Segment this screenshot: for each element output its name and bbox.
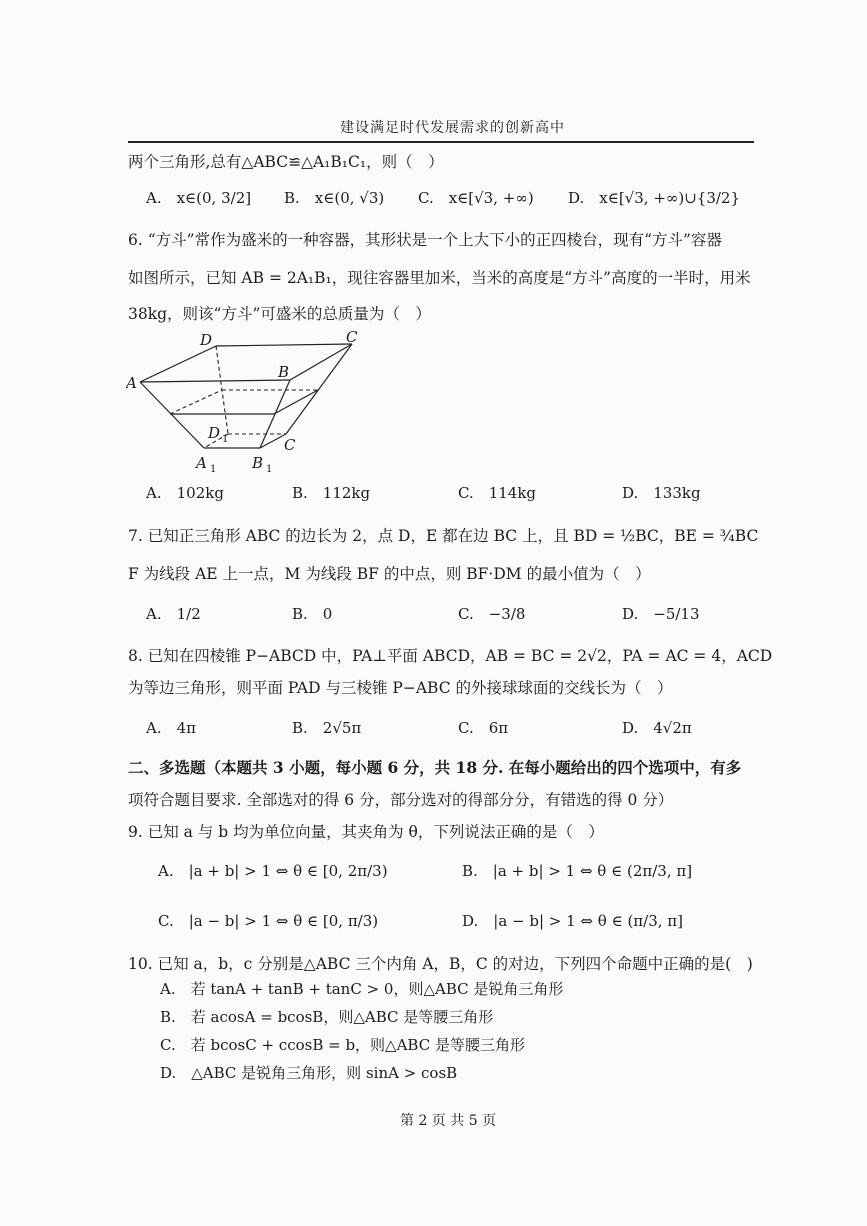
q8-line-1: 8. 已知在四棱锥 P−ABCD 中，PA⊥平面 ABCD，AB = BC = 2√2，PA = AC = 4，ACD [128,647,773,665]
q10-option-b: B. 若 acosA = bcosB，则△ABC 是等腰三角形 [160,1008,494,1026]
q8-option-d: D. 4√2π [622,719,692,737]
sub-a1: 1 [210,464,217,475]
q8-option-a: A. 4π [146,719,197,737]
label-b1: B [252,454,264,472]
q5-option-a: A. x∈(0, 3/2] [146,189,252,207]
q8-line-2: 为等边三角形，则平面 PAD 与三棱锥 P−ABC 的外接球球面的交线长为（ ） [128,679,673,697]
section-2-heading-line-1: 二、多选题（本题共 3 小题，每小题 6 分，共 18 分. 在每小题给出的四个选项中，有多 [128,758,742,777]
sub-d1: 1 [222,434,229,445]
q6-line-3: 38kg，则该“方斗”可盛米的总质量为（ ） [128,305,431,323]
q9-option-b: B. |a + b| > 1 ⇔ θ ∈ (2π/3, π] [462,862,693,880]
q6-option-b: B. 112kg [292,484,371,502]
q7-line-1: 7. 已知正三角形 ABC 的边长为 2，点 D，E 都在边 BC 上，且 BD = ½BC，BE = ¾BC [128,527,759,545]
sub-b1: 1 [266,464,273,475]
label-c: C [346,330,358,346]
q9-option-a: A. |a + b| > 1 ⇔ θ ∈ [0, 2π/3) [158,862,388,880]
q7-option-c: C. −3/8 [458,605,526,623]
section-2-heading-line-2: 项符合题目要求. 全部选对的得 6 分，部分选对的得部分分，有错选的得 0 分） [128,791,674,809]
q6-option-c: C. 114kg [458,484,537,502]
q7-option-b: B. 0 [292,605,333,623]
q8-option-b: B. 2√5π [292,719,362,737]
q5-stem-continuation: 两个三角形,总有△ABC≌△A₁B₁C₁，则（ ） [128,153,444,171]
label-b: B [278,363,290,381]
q6-option-a: A. 102kg [146,484,224,502]
q5-option-c: C. x∈[√3, +∞) [418,189,534,207]
q9-option-c: C. |a − b| > 1 ⇔ θ ∈ [0, π/3) [158,912,379,930]
q5-option-b: B. x∈(0, √3) [284,189,385,207]
frustum-figure [126,330,366,476]
q10-option-d: D. △ABC 是锐角三角形，则 sinA > cosB [160,1064,458,1082]
label-d: D [200,331,213,349]
label-c1: C [284,436,296,454]
q9-option-d: D. |a − b| > 1 ⇔ θ ∈ (π/3, π] [462,912,683,930]
q7-line-2: F 为线段 AE 上一点，M 为线段 BF 的中点，则 BF·DM 的最小值为（ ） [128,565,651,583]
q5-option-d: D. x∈[√3, +∞)∪{3/2} [568,189,741,207]
q8-option-c: C. 6π [458,719,509,737]
label-d1: D [208,424,221,442]
label-a1: A [196,454,207,472]
label-a: A [126,374,137,392]
q10-option-c: C. 若 bcosC + ccosB = b，则△ABC 是等腰三角形 [160,1036,525,1054]
q7-option-a: A. 1/2 [146,605,201,623]
q6-option-d: D. 133kg [622,484,701,502]
q7-option-d: D. −5/13 [622,605,700,623]
q10-stem: 10. 已知 a，b，c 分别是△ABC 三个内角 A，B，C 的对边，下列四个命题中正确的是( ) [128,955,753,973]
q10-option-a: A. 若 tanA + tanB + tanC > 0，则△ABC 是锐角三角形 [160,980,564,998]
page-number: 第 2 页 共 5 页 [400,1113,497,1129]
header-divider [128,141,754,143]
q6-line-2: 如图所示，已知 AB = 2A₁B₁，现往容器里加米，当米的高度是“方斗”高度的一半时，用米 [128,269,751,287]
q6-line-1: 6. “方斗”常作为盛米的一种容器，其形状是一个上大下小的正四棱台，现有“方斗”容器 [128,231,722,249]
q9-stem: 9. 已知 a 与 b 均为单位向量，其夹角为 θ，下列说法正确的是（ ） [128,823,604,841]
header-title: 建设满足时代发展需求的创新高中 [340,120,565,136]
